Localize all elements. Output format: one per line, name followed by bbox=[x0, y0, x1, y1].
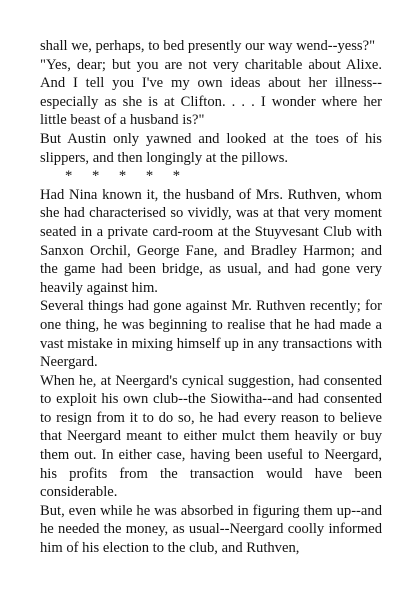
paragraph-5: Several things had gone against Mr. Ruthven recently; for one thing, he was beginning to realise that he had made a vast mistake in mixing himself up in any transactions with Neergard. bbox=[40, 298, 382, 371]
book-page bbox=[40, 37, 382, 558]
paragraph-4: Had Nina known it, the husband of Mrs. Ruthven, whom she had characterised so vividly, was at that very moment seated in a private card-room at the Stuyvesant Club with Sanxon Orchil, George Fane, and Bradley Harmon; and the game had been bridge, as usual, and had gone very heavily against him. bbox=[40, 186, 382, 296]
paragraph-6: When he, at Neergard's cynical suggestion, had consented to exploit his own club--the Siowitha--and had consented to resign from it to do so, he had every reason to believe that Neergard meant to either mulct them heavily or buy them out. In either case, having been useful to Neergard, his profits from the transaction would have been considerable. bbox=[40, 372, 382, 501]
paragraph-3: But Austin only yawned and looked at the toes of his slippers, and then longingly at the pillows. bbox=[40, 130, 382, 166]
paragraph-7: But, even while he was absorbed in figuring them up--and he needed the money, as usual--Neergard coolly informed him of his election to the club, and Ruthven, bbox=[40, 502, 382, 557]
paragraph-2: "Yes, dear; but you are not very charitable about Alixe. And I tell you I've my own ideas about her illness--especially as she is at Clifton. . . . I wonder where her little beast of a husband is?" bbox=[40, 56, 382, 129]
section-break: * * * * * bbox=[65, 168, 181, 185]
paragraph-1: shall we, perhaps, to bed presently our way wend--yess?" bbox=[40, 38, 376, 54]
